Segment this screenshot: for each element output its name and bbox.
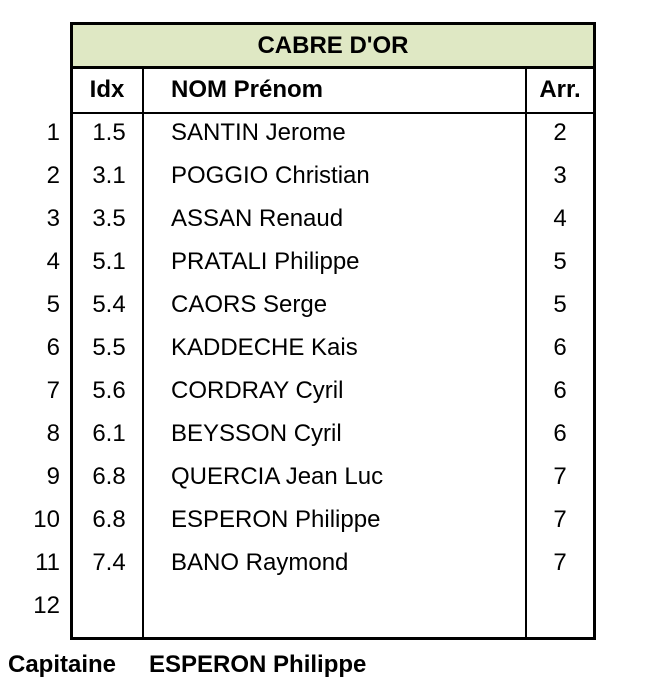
row-player-name: BANO Raymond (171, 548, 349, 576)
row-arr: 7 (553, 462, 567, 490)
row-index: 5.6 (92, 376, 126, 404)
row-player-name: ASSAN Renaud (171, 204, 344, 232)
row-number: 8 (46, 419, 60, 447)
row-arr: 6 (553, 376, 567, 404)
row-arr: 3 (553, 161, 567, 189)
row-player-name: KADDECHE Kais (171, 333, 358, 361)
row-arr: 7 (553, 505, 567, 533)
row-arr (526, 584, 594, 627)
captain-label: Capitaine (8, 651, 117, 678)
row-arr: 6 (553, 419, 567, 447)
row-arr: 4 (553, 204, 567, 232)
row-arr: 5 (553, 247, 567, 275)
row-arr: 2 (553, 118, 567, 146)
table-row (0, 197, 664, 240)
row-number: 5 (46, 290, 60, 318)
row-player-name: CORDRAY Cyril (171, 376, 344, 404)
captain-name: ESPERON Philippe (149, 651, 367, 678)
row-arr: 5 (553, 290, 567, 318)
row-player-name: POGGIO Christian (171, 161, 370, 189)
row-index (76, 584, 142, 627)
table-row (0, 369, 664, 412)
row-number: 9 (46, 462, 60, 490)
table-row (0, 111, 664, 154)
row-arr: 6 (553, 333, 567, 361)
row-number: 1 (46, 118, 60, 146)
table-row (0, 154, 664, 197)
row-number: 4 (46, 247, 60, 275)
table-row (0, 584, 664, 627)
row-index: 6.8 (92, 505, 126, 533)
header-name: NOM Prénom (171, 75, 324, 103)
row-index: 3.1 (92, 161, 126, 189)
row-index: 1.5 (92, 118, 126, 146)
row-player-name: CAORS Serge (171, 290, 328, 318)
row-player-name: ESPERON Philippe (171, 505, 381, 533)
row-index: 7.4 (92, 548, 126, 576)
table-row (0, 541, 664, 584)
row-number: 2 (46, 161, 60, 189)
table-row (0, 283, 664, 326)
row-index: 5.1 (92, 247, 126, 275)
row-index: 5.4 (92, 290, 126, 318)
header-arr: Arr. (539, 75, 581, 103)
row-number: 10 (33, 505, 60, 533)
table-row (0, 326, 664, 369)
row-index: 3.5 (92, 204, 126, 232)
table-row (0, 498, 664, 541)
row-index: 6.1 (92, 419, 126, 447)
row-number: 7 (46, 376, 60, 404)
row-number: 6 (46, 333, 60, 361)
row-arr: 7 (553, 548, 567, 576)
row-number: 11 (35, 548, 60, 576)
row-player-name: PRATALI Philippe (171, 247, 360, 275)
table-title: CABRE D'OR (73, 25, 593, 69)
table-row (0, 412, 664, 455)
row-player-name: QUERCIA Jean Luc (171, 462, 384, 490)
row-player-name: SANTIN Jerome (171, 118, 346, 146)
row-index: 6.8 (92, 462, 126, 490)
row-number: 12 (33, 591, 60, 619)
table-row (0, 240, 664, 283)
table-row (0, 455, 664, 498)
header-idx: Idx (89, 75, 125, 103)
row-number: 3 (46, 204, 60, 232)
row-index: 5.5 (92, 333, 126, 361)
row-player-name: BEYSSON Cyril (171, 419, 342, 447)
row-player-name (171, 584, 511, 627)
